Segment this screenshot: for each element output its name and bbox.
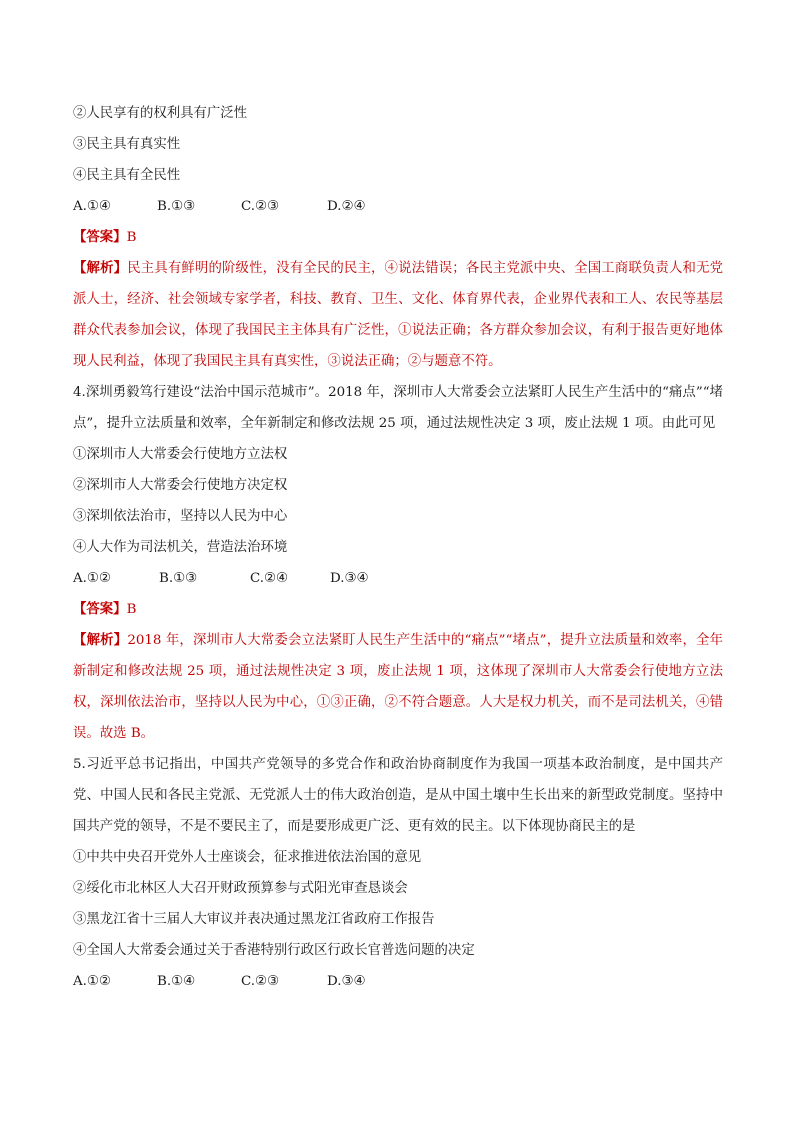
q3-options bbox=[73, 191, 723, 222]
q3-option-a: A.①④ bbox=[73, 199, 111, 214]
q5-option-a: A.①② bbox=[73, 974, 111, 989]
q4-analysis-text: 2018 年，深圳市人大常委会立法紧盯人民生产生活中的“痛点”“堵点”，提升立法质量和效率，全年新制定和修改法规 25 项，通过法规性决定 3 项，废止法规 1 项，这体现了深圳市人大常委会行使地方立法权，深圳依法治市，坚持以人民为中心，①③正确，②不符合题意。人大是权力机关，而不是司法机关，④错误。故选 B。 bbox=[73, 633, 724, 741]
q4-answer-value: B bbox=[126, 602, 137, 617]
q5-item-2: ②绥化市北林区人大召开财政预算参与式阳光审查恳谈会 bbox=[73, 881, 408, 896]
q4-option-d: D.③④ bbox=[330, 571, 369, 586]
q4-options bbox=[73, 563, 723, 594]
q3-analysis bbox=[73, 253, 723, 377]
q4-item-4: ④人大作为司法机关，营造法治环境 bbox=[73, 540, 288, 555]
q5-option-c: C.②③ bbox=[241, 974, 280, 989]
question-4 bbox=[73, 377, 723, 749]
q5-item-4: ④全国人大常委会通过关于香港特别行政区行政长官普选问题的决定 bbox=[73, 943, 475, 958]
q3-answer-value: B bbox=[126, 230, 137, 245]
q4-answer bbox=[73, 594, 723, 625]
q4-stem: 4.深圳勇毅笃行建设“法治中国示范城市”。2018 年，深圳市人大常委会立法紧盯人民生产生活中的“痛点”“堵点”，提升立法质量和效率，全年新制定和修改法规 25 项，通过法规性决定 3 项，废止法规 1 项。由此可见 bbox=[73, 385, 723, 431]
q5-item-3: ③黑龙江省十三届人大审议并表决通过黑龙江省政府工作报告 bbox=[73, 912, 435, 927]
q3-answer-tag: 【答案】 bbox=[73, 229, 127, 245]
q5-options bbox=[73, 966, 723, 997]
q3-item-4: ④民主具有全民性 bbox=[73, 168, 181, 183]
q5-option-d: D.③④ bbox=[327, 974, 366, 989]
q3-item-3: ③民主具有真实性 bbox=[73, 137, 181, 152]
q4-analysis bbox=[73, 625, 723, 749]
q5-item-1: ①中共中央召开党外人士座谈会，征求推进依法治国的意见 bbox=[73, 850, 422, 865]
q3-analysis-text: 民主具有鲜明的阶级性，没有全民的民主，④说法错误；各民主党派中央、全国工商联负责人和无党派人士，经济、社会领域专家学者，科技、教育、卫生、文化、体育界代表，企业界代表和工人、农民等基层群众代表参加会议，体现了我国民主主体具有广泛性，①说法正确；各方群众参加会议，有利于报告更好地体现人民利益，体现了我国民主具有真实性，③说法正确；②与题意不符。 bbox=[73, 261, 724, 369]
q4-item-1: ①深圳市人大常委会行使地方立法权 bbox=[73, 447, 288, 462]
q4-option-c: C.②④ bbox=[250, 571, 289, 586]
q3-option-d: D.②④ bbox=[327, 199, 366, 214]
q3-answer bbox=[73, 222, 723, 253]
q3-option-b: B.①③ bbox=[157, 199, 196, 214]
page-content bbox=[73, 98, 723, 997]
q4-answer-tag: 【答案】 bbox=[73, 601, 127, 617]
q4-option-a: A.①② bbox=[73, 571, 111, 586]
q3-analysis-tag: 【解析】 bbox=[73, 260, 128, 276]
question-5 bbox=[73, 749, 723, 997]
q4-item-3: ③深圳依法治市，坚持以人民为中心 bbox=[73, 509, 288, 524]
q4-analysis-tag: 【解析】 bbox=[73, 632, 128, 648]
q3-option-c: C.②③ bbox=[241, 199, 280, 214]
q4-option-b: B.①③ bbox=[159, 571, 198, 586]
q5-stem: 5.习近平总书记指出，中国共产党领导的多党合作和政治协商制度作为我国一项基本政治制度，是中国共产党、中国人民和各民主党派、无党派人士的伟大政治创造，是从中国土壤中生长出来的新型政党制度。坚持中国共产党的领导，不是不要民主了，而是要形成更广泛、更有效的民主。以下体现协商民主的是 bbox=[73, 757, 723, 834]
q5-option-b: B.①④ bbox=[157, 974, 196, 989]
q3-item-2: ②人民享有的权利具有广泛性 bbox=[73, 106, 248, 121]
q4-item-2: ②深圳市人大常委会行使地方决定权 bbox=[73, 478, 288, 493]
question-3 bbox=[73, 98, 723, 377]
